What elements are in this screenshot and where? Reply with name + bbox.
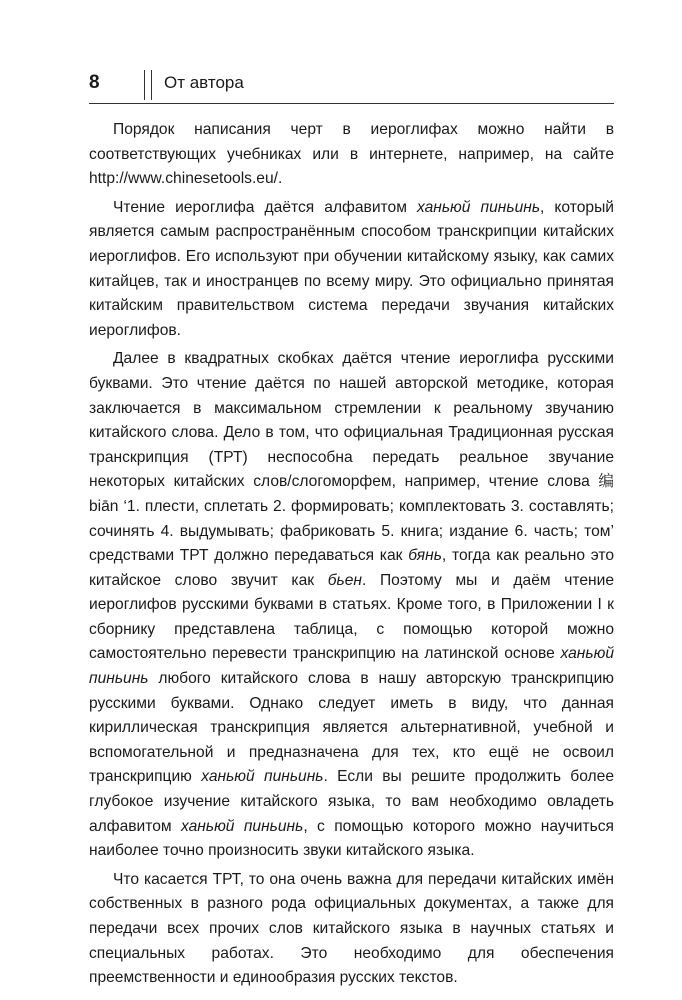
text-segment: . Если вы решите продолжить более глубокое изучение китайского языка, то вам необходимо овладеть алфавитом	[89, 768, 614, 835]
italic-term: бьен	[327, 571, 362, 589]
paragraph-1	[89, 118, 614, 192]
text-segment: Порядок написания черт в иероглифах можно найти в соответствующих учебниках или в интернете, например, на сайте http://www.chinesetools.eu/.	[89, 121, 614, 188]
italic-term: ханьюй пиньинь	[201, 768, 324, 786]
text-segment: , с помощью которого можно научиться наиболее точно произносить звуки китайского языка.	[89, 817, 614, 860]
paragraph-3	[89, 347, 614, 863]
text-segment: , тогда как реально это китайское слово звучит как	[89, 547, 615, 589]
text-segment: Далее в квадратных скобках даётся чтение иероглифа русскими буквами. Это чтение даётся по нашей авторской методике, которая заключается в максимальном стремлении к реальному звучанию китайского слова. Дело в том, что официальная Традиционная русская транскрипция (ТРТ) неспособна передать реальное звучание некоторых китайских слов/слогоморфем, например, чтение слова 编 biān ‘1. плести, сплетать 2. формировать; комплектовать 3. составлять; сочинять 4. выдумывать; фабриковать 5. книга; издание 6. часть; том’ средствами ТРТ должно передаваться как	[89, 350, 614, 565]
italic-term: ханьюй пиньинь	[416, 198, 541, 216]
body-text	[89, 118, 614, 995]
header-rule	[89, 103, 614, 104]
header-divider-bars	[144, 70, 152, 100]
text-segment: , который является самым распространённым способом транскрипции китайских иероглифов. Его используют при обучении китайскому языку, как самих китайцев, так и иностранцев по всему миру. Это официально принятая китайским правительством система передачи звучания китайских иероглифов.	[89, 198, 614, 339]
text-segment: . Поэтому мы и даём чтение иероглифов русскими буквами в статьях. Кроме того, в Приложении I к сборнику представлена таблица, с помощью которой можно самостоятельно перевести транскрипцию на латинской основе	[89, 571, 615, 663]
paragraph-4	[89, 868, 614, 991]
text-segment: Чтение иероглифа даётся алфавитом	[113, 198, 417, 216]
page-header	[89, 70, 614, 102]
text-segment: Что касается ТРТ, то она очень важна для передачи китайских имён собственных в разного рода официальных документах, а также для передачи всех прочих слов китайского языка в научных статьях и специальных работах. Это необходимо для обеспечения преемственности и единообразия русских текстов.	[89, 870, 614, 987]
page-number: 8	[89, 72, 100, 93]
text-segment: любого китайского слова в нашу авторскую транскрипцию русскими буквами. Однако следует иметь в виду, что данная кириллическая транскрипция является альтернативной, учебной и вспомогательной и предназначена для тех, кто ещё не освоил транскрипцию	[89, 670, 614, 786]
italic-term: ханьюй пиньинь	[89, 645, 614, 688]
italic-term: ханьюй пиньинь	[181, 817, 304, 835]
running-title: От автора	[164, 73, 244, 92]
paragraph-2	[89, 196, 614, 344]
italic-term: бянь	[408, 547, 442, 565]
